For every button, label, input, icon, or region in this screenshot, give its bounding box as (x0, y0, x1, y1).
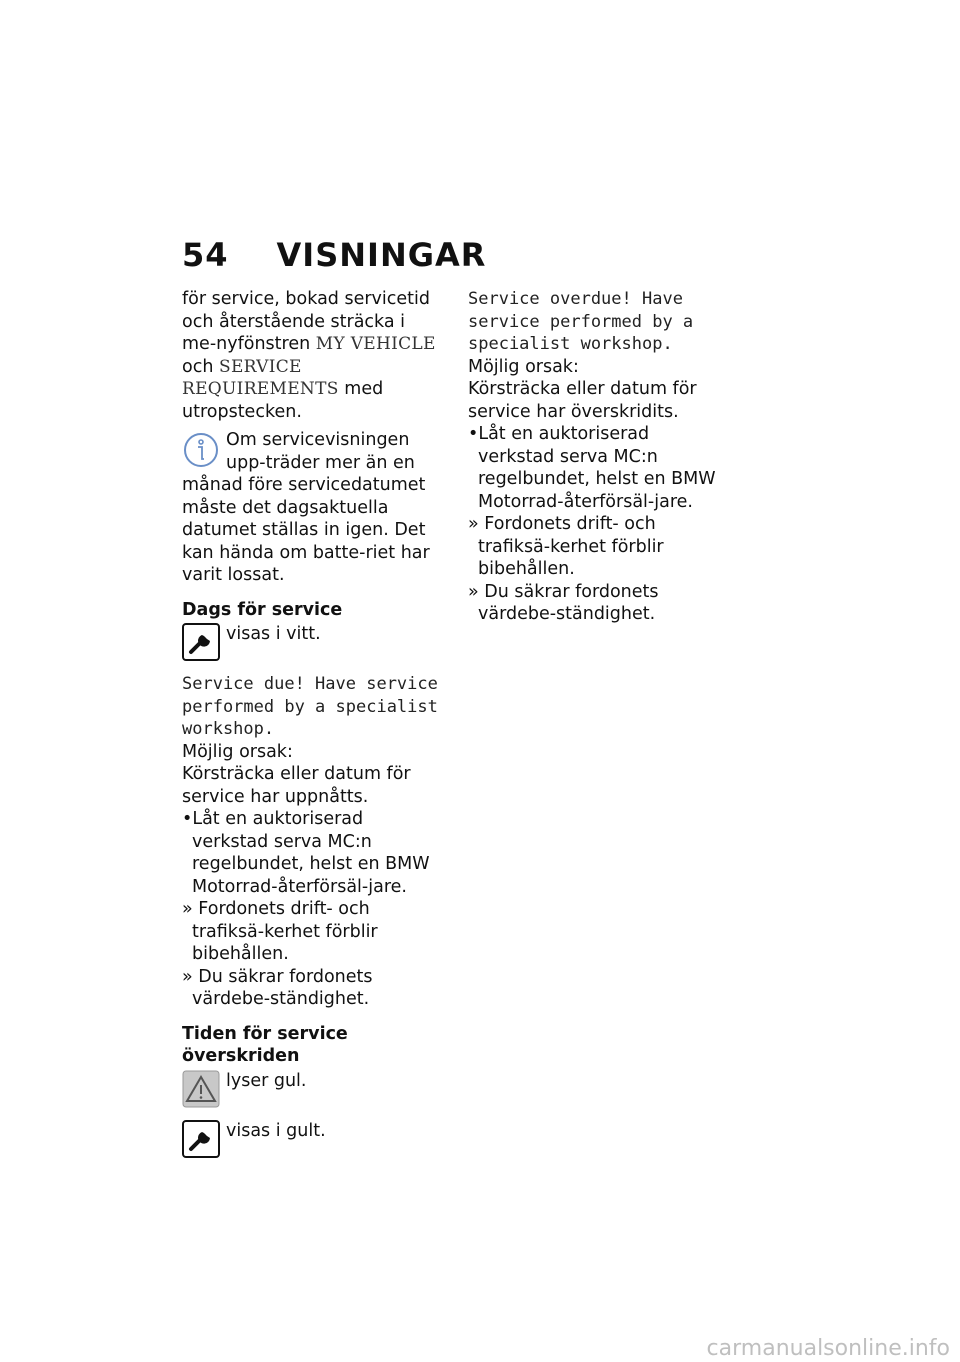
bullet-item: •Låt en auktoriserad verkstad serva MC:n regelbundet, helst en BMW Motorrad-återförsäl-jare. (182, 809, 430, 897)
wrench-row-white (182, 623, 444, 661)
intro-paragraph (182, 288, 444, 423)
info-icon (182, 431, 220, 469)
cause-label: Möjlig orsak: (182, 741, 293, 762)
cause-label: Möjlig orsak: (468, 356, 579, 377)
wrench-text-white: visas i vitt. (226, 624, 321, 644)
result-item: » Du säkrar fordonets värdebe-ständighet. (468, 581, 659, 624)
intro-text-1: för service, bokad servicetid och återstående sträcka i me-nyfönstren (182, 289, 430, 354)
result-item: » Fordonets drift- och trafiksä-kerhet förblir bibehållen. (182, 899, 378, 964)
menu-service-requirements: SERVICE REQUIREMENTS (182, 356, 339, 399)
message-service-overdue: Service overdue! Have service performed by a specialist workshop. (468, 289, 694, 354)
info-text: Om servicevisningen upp-träder mer än en månad före servicedatumet måste det dagsaktuella datumet ställas in igen. Det kan hända om batte-riet har varit lossat. (182, 430, 430, 585)
page-header (182, 236, 486, 274)
cause-text: Körsträcka eller datum för service har överskridits. (468, 379, 697, 422)
och-text: och (182, 356, 214, 377)
bullet-item: •Låt en auktoriserad verkstad serva MC:n regelbundet, helst en BMW Motorrad-återförsäl-jare. (468, 424, 716, 512)
wrench-row-yellow (182, 1120, 444, 1158)
page-number: 54 (182, 236, 229, 274)
wrench-icon (182, 623, 220, 661)
left-column (182, 288, 444, 1158)
cause-text: Körsträcka eller datum för service har uppnåtts. (182, 764, 411, 807)
warning-triangle-icon (182, 1070, 220, 1108)
info-note (182, 429, 444, 587)
result-item: » Du säkrar fordonets värdebe-ständighet. (182, 966, 373, 1009)
heading-service-overdue: Tiden för service överskriden (182, 1023, 348, 1066)
page-title: VISNINGAR (276, 236, 487, 274)
right-column (468, 288, 730, 626)
message-service-due: Service due! Have service performed by a specialist workshop. (182, 674, 438, 739)
result-item: » Fordonets drift- och trafiksä-kerhet förblir bibehållen. (468, 514, 664, 579)
watermark: carmanualsonline.info (706, 1336, 950, 1361)
heading-service-due: Dags för service (182, 599, 343, 620)
wrench-icon (182, 1120, 220, 1158)
menu-my-vehicle: MY VEHICLE (315, 334, 436, 354)
warning-text: lyser gul. (226, 1070, 307, 1091)
wrench-text-yellow: visas i gult. (226, 1120, 326, 1141)
intro-text-2: med utropstecken. (182, 379, 384, 422)
warning-row (182, 1070, 444, 1108)
